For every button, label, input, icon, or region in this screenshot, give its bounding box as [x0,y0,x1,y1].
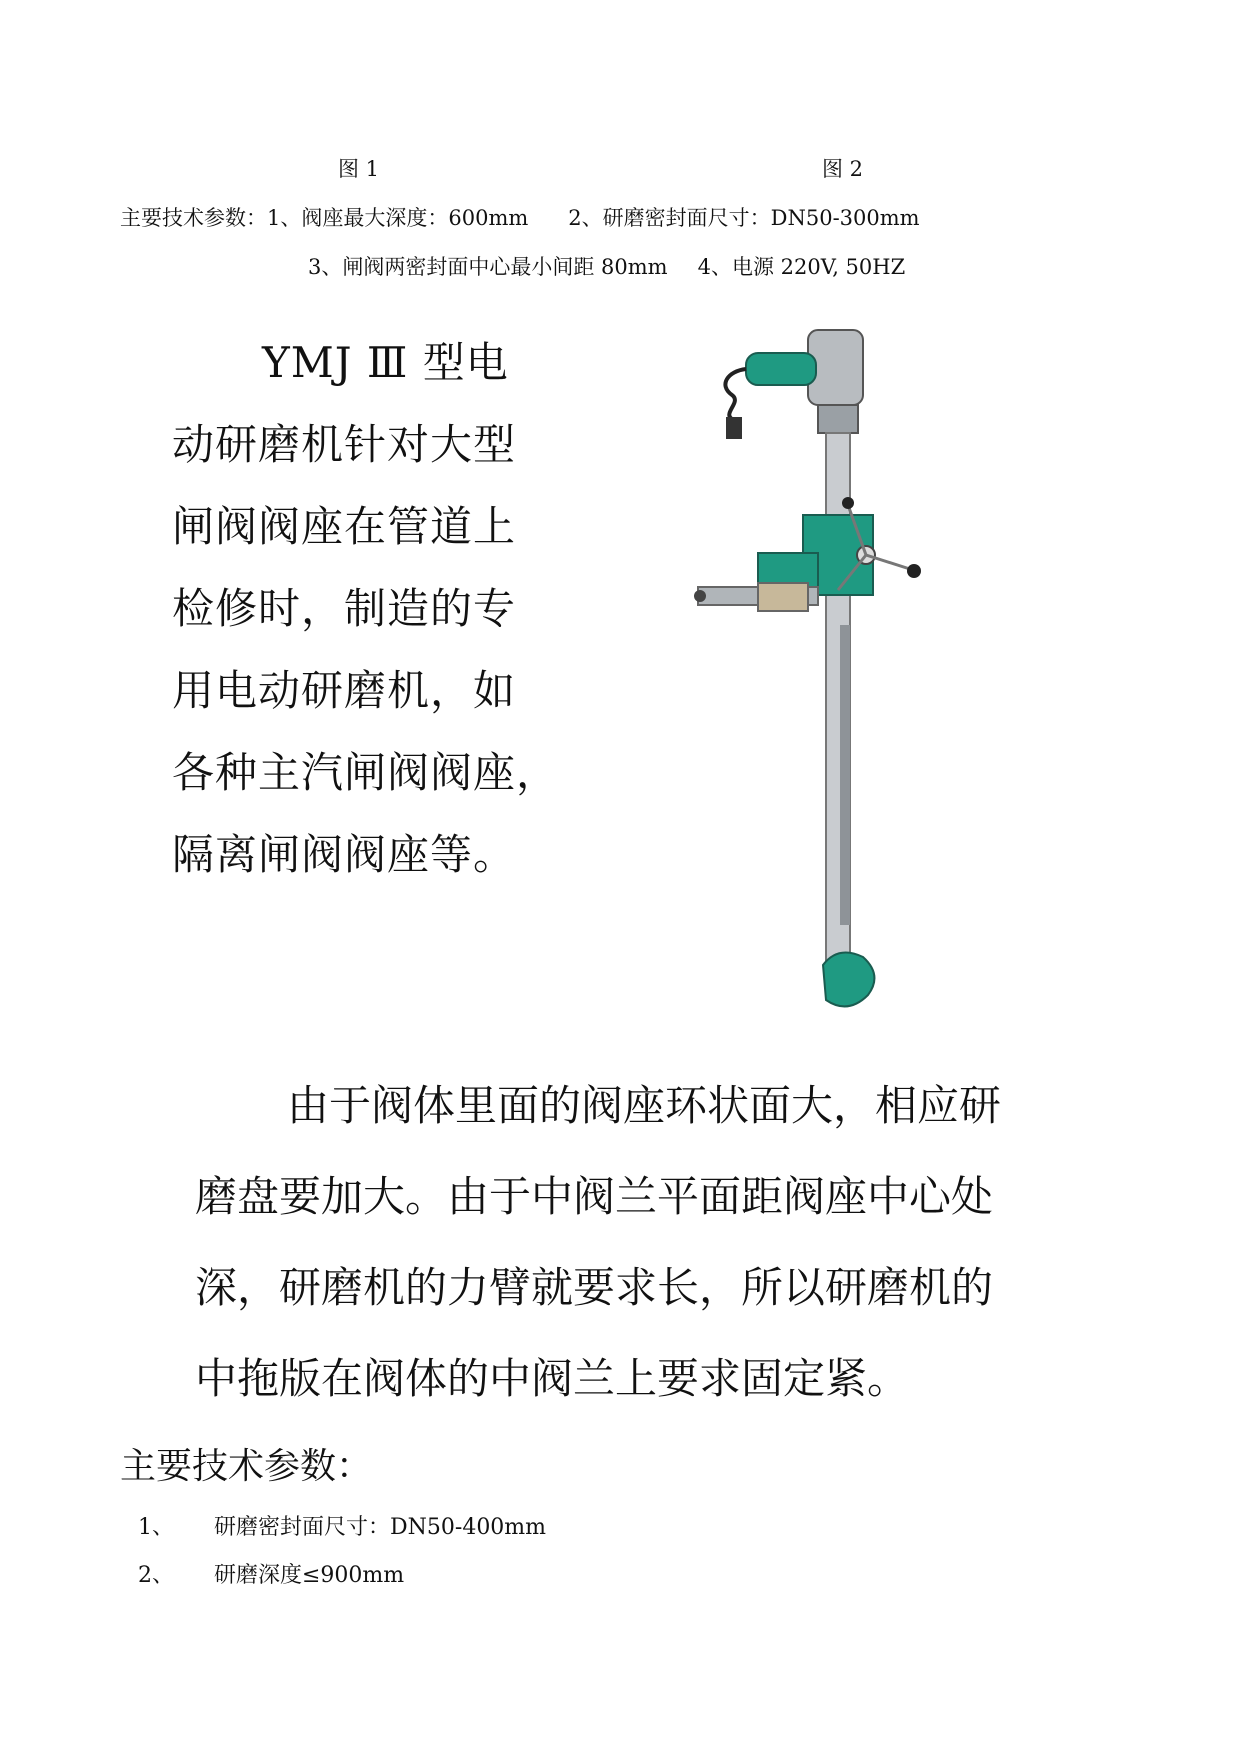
spec-item-1: 1、阀座最大深度：600mm [267,206,529,230]
params-heading: 主要技术参数： [120,1446,373,1487]
intro-line: 动研磨机针对大型 [172,420,517,469]
intro-line: 检修时，制造的专 [172,584,517,633]
body-line: 磨盘要加大。由于中阀兰平面距阀座中心处 [195,1172,994,1221]
spec-item-3: 3、闸阀两密封面中心最小间距 80mm [308,255,668,279]
body-line: 由于阀体里面的阀座环状面大，相应研 [287,1081,1002,1130]
param-text: 研磨深度≤900mm [214,1563,405,1588]
grinding-machine-photo [688,325,988,1015]
param-item [138,1558,738,1588]
figure-1-caption: 图 1 [338,157,380,181]
body-line: 深，研磨机的力臂就要求长，所以研磨机的 [195,1263,994,1312]
param-text: 研磨密封面尺寸：DN50-400mm [214,1515,547,1540]
spec-lead: 主要技术参数： [120,206,267,230]
intro-line: 各种主汽闸阀阀座， [172,748,560,797]
param-number: 2、 [138,1563,174,1588]
body-line: 中拖版在阀体的中阀兰上要求固定紧。 [195,1354,910,1403]
body-paragraph [195,1060,1065,1424]
intro-line: YMJ Ⅲ 型电 [262,338,509,387]
spec-summary-line-2 [308,251,905,281]
param-item [138,1510,738,1540]
intro-paragraph [172,322,560,896]
intro-line: 用电动研磨机，如 [172,666,517,715]
spec-summary-line-1 [120,202,920,232]
intro-line: 闸阀阀座在管道上 [172,502,517,551]
spec-item-2: 2、研磨密封面尺寸：DN50-300mm [568,206,920,230]
spec-item-4: 4、电源 220V, 50HZ [697,255,906,279]
intro-line: 隔离闸阀阀座等。 [172,830,517,879]
param-number: 1、 [138,1515,174,1540]
figure-2-caption: 图 2 [822,157,864,181]
